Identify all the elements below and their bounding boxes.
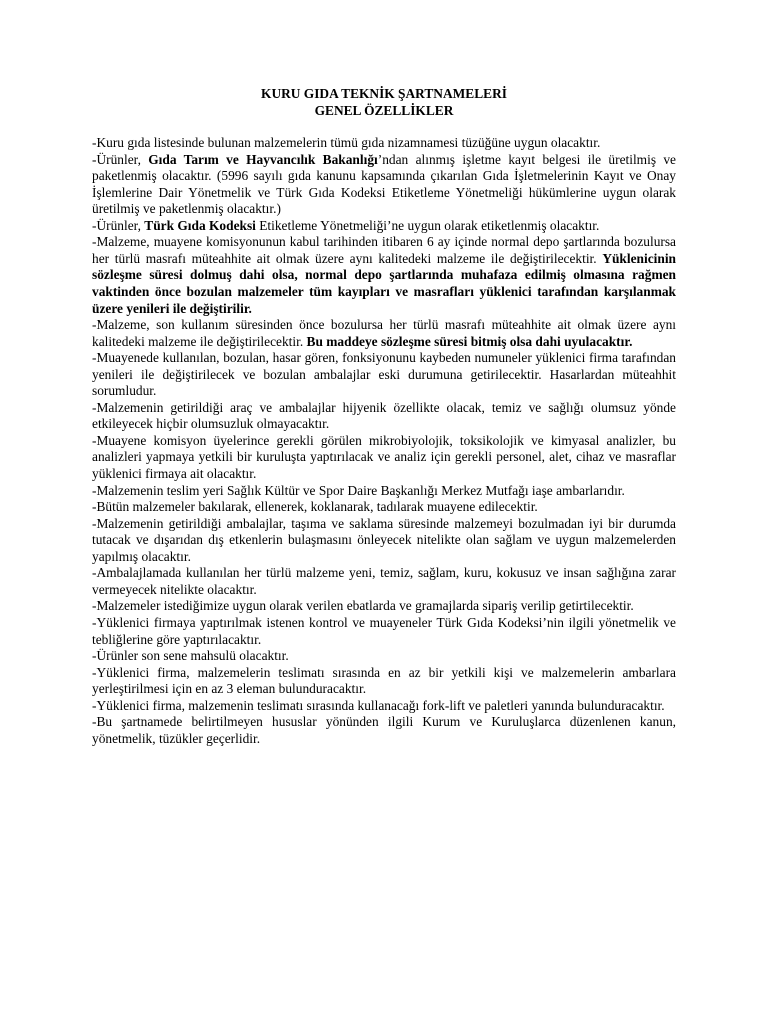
text-run: -Bu şartnamede belirtilmeyen hususlar yönünden ilgili Kurum ve Kuruluşlarca düzenlenen kanun, yönetmelik, tüzükler geçerlidir. (92, 714, 676, 746)
paragraph (92, 698, 676, 715)
text-run: -Ürünler, (92, 217, 145, 233)
paragraph (92, 714, 676, 747)
bold-text: Yüklenicinin sözleşme süresi dolmuş dahi olsa, normal depo şartlarında muhafaza edilmiş olmasına rağmen vaktinden önce bozulan malzemeler tüm kayıpları ve masrafları yüklenici tarafından karşılanmak üzere yenileri ile değiştirilir. (92, 250, 676, 316)
paragraph (92, 615, 676, 648)
paragraph (92, 350, 676, 400)
bold-text: Bu maddeye sözleşme süresi bitmiş olsa dahi uyulacaktır. (306, 333, 633, 349)
paragraph (92, 400, 676, 433)
text-run: -Malzeme, muayene komisyonunun kabul tarihinden itibaren 6 ay içinde normal depo şartlarında bozulursa her türlü masrafı müteahhite ait olmak üzere aynı kalitedeki malzeme ile değiştirilecektir. (92, 234, 676, 266)
paragraph (92, 565, 676, 598)
paragraph (92, 317, 676, 350)
document-subtitle: GENEL ÖZELLİKLER (314, 102, 454, 118)
bold-text: Gıda Tarım ve Hayvancılık Bakanlığı (148, 151, 378, 167)
document-page (92, 86, 676, 747)
text-run: -Malzeme, son kullanım süresinden önce bozulursa her türlü masrafı müteahhite ait olmak üzere aynı kalitedeki malzeme ile değiştirilecektir. (92, 317, 676, 349)
document-title: KURU GIDA TEKNİK ŞARTNAMELERİ (261, 86, 507, 101)
text-run: ’ndan alınmış işletme kayıt belgesi ile üretilmiş ve paketlenmiş olacaktır. (5996 sayılı gıda kanunu kapsamında çıkarılan Gıda İşletmelerinin Kayıt ve Onay İşlemlerine Dair Yönetmelik ve Türk Gıda Kodeksi Etiketleme Yönetmeliği hükümlerine uygun olarak üretilmiş ve paketlenmiş olacaktır.) (92, 151, 676, 217)
title-block (92, 86, 676, 119)
text-run: -Muayene komisyon üyelerince gerekli görülen mikrobiyolojik, toksikolojik ve kimyasal analizler, bu analizleri yapmaya yetkili bir kuruluşta yaptırılacak ve analiz için gerekli personel, alet, cihaz ve masraflar yüklenici firmaya ait olacaktır. (92, 432, 676, 482)
text-run: -Ürünler, (92, 151, 149, 167)
paragraph (92, 516, 676, 566)
text-run: -Ambalajlamada kullanılan her türlü malzeme yeni, temiz, sağlam, kuru, kokusuz ve insan sağlığına zarar vermeyecek nitelikte olacaktır. (92, 565, 676, 597)
text-run: -Yüklenici firma, malzemenin teslimatı sırasında kullanacağı fork-lift ve paletleri yanında bulunduracaktır. (92, 697, 665, 713)
bold-text: Türk Gıda Kodeksi (144, 217, 256, 233)
text-run: -Malzemenin getirildiği araç ve ambalajlar hijyenik özellikte olacak, temiz ve sağlığı olumsuz yönde etkileyecek hiçbir olumsuzluk olmayacaktır. (92, 399, 676, 432)
paragraph (92, 218, 676, 235)
text-run: -Yüklenici firmaya yaptırılmak istenen kontrol ve muayeneler Türk Gıda Kodeksi’nin ilgili yönetmelik ve tebliğlerine göre yaptırılacaktır. (92, 614, 676, 647)
paragraph (92, 135, 676, 152)
text-run: -Muayenede kullanılan, bozulan, hasar gören, fonksiyonunu kaybeden numuneler yüklenici firma tarafından yenileri ile değiştirilecek ve bozulan ambalajlar eski durumuna getirilecektir. Hasarlardan müteahhit sorumludur. (92, 350, 676, 399)
text-run: -Malzemenin getirildiği ambalajlar, taşıma ve saklama süresinde malzemeyi bozulmadan iyi bir durumda tutacak ve dışarıdan dış etkenlerin bulaşmasını önleyecek nitelikte olan sağlam ve uygun malzemelerden yapılmış olacaktır. (92, 515, 676, 564)
paragraph (92, 648, 676, 665)
paragraph (92, 152, 676, 218)
text-run: -Malzemenin teslim yeri Sağlık Kültür ve Spor Daire Başkanlığı Merkez Mutfağı iaşe ambarlarıdır. (92, 482, 625, 498)
document-body (92, 135, 676, 747)
text-run: -Bütün malzemeler bakılarak, ellenerek, koklanarak, tadılarak muayene edilecektir. (92, 499, 538, 515)
text-run: -Kuru gıda listesinde bulunan malzemelerin tümü gıda nizamnamesi tüzüğüne uygun olacaktır. (92, 135, 601, 151)
text-run: -Ürünler son sene mahsulü olacaktır. (92, 648, 289, 664)
paragraph (92, 665, 676, 698)
paragraph (92, 234, 676, 317)
text-run: -Malzemeler istediğimize uygun olarak verilen ebatlarda ve gramajlarda sipariş verilip getirtilecektir. (92, 598, 634, 614)
paragraph (92, 598, 676, 615)
text-run: -Yüklenici firma, malzemelerin teslimatı sırasında en az bir yetkili kişi ve malzemelerin ambarlara yerleştirilmesi için en az 3 eleman bulunduracaktır. (92, 664, 676, 697)
paragraph (92, 499, 676, 516)
paragraph (92, 433, 676, 483)
paragraph (92, 483, 676, 500)
text-run: Etiketleme Yönetmeliği’ne uygun olarak etiketlenmiş olacaktır. (255, 217, 600, 233)
